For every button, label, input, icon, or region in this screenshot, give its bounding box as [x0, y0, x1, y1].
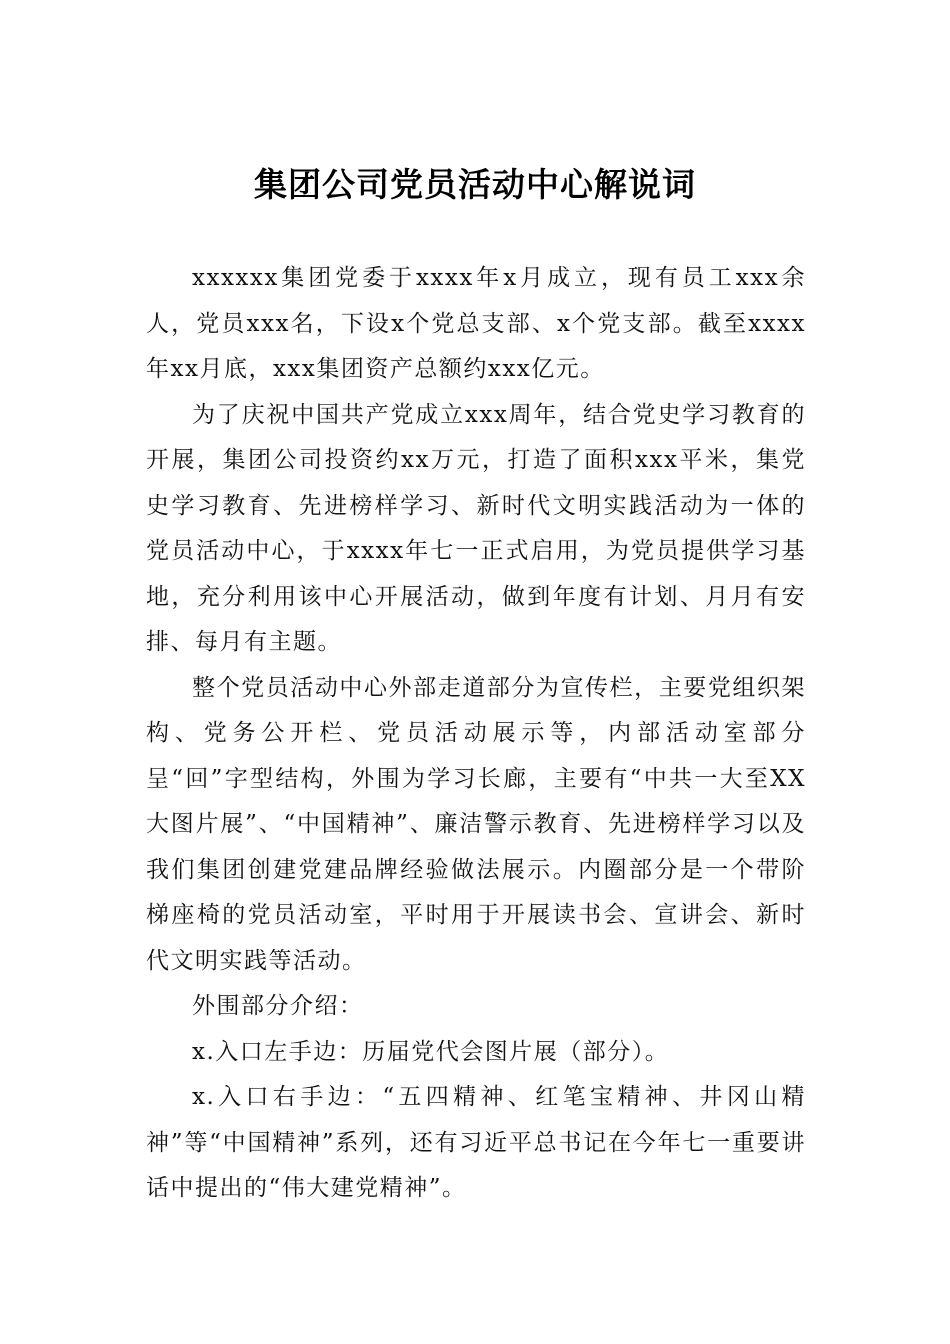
paragraph-overview: xxxxxx集团党委于xxxx年x月成立，现有员工xxx余人，党员xxx名，下设x个党总支部、x个党支部。截至xxxx年xx月底，xxx集团资产总额约xxx亿元。 — [146, 265, 806, 382]
paragraph-entrance-right: x.入口右手边：“五四精神、红笔宝精神、井冈山精神”等“中国精神”系列，还有习近平总书记在今年七一重要讲话中提出的“伟大建党精神”。 — [146, 1084, 806, 1201]
paragraph-entrance-left: x.入口左手边：历届党代会图片展（部分）。 — [192, 1038, 670, 1065]
paragraph-layout: 整个党员活动中心外部走道部分为宣传栏，主要党组织架构、党务公开栏、党员活动展示等，内部活动室部分呈“回”字型结构，外围为学习长廊，主要有“中共一大至XX大图片展”、“中国精神”、廉洁警示教育、先进榜样学习以及我们集团创建党建品牌经验做法展示。内圈部分是一个带阶梯座椅的党员活动室，平时用于开展读书会、宣讲会、新时代文明实践等活动。 — [146, 674, 806, 974]
paragraph-outer-intro: 外围部分介绍： — [192, 993, 364, 1019]
document-body — [146, 256, 806, 1212]
document-title: 集团公司党员活动中心解说词 — [254, 165, 696, 204]
paragraph-construction: 为了庆祝中国共产党成立xxx周年，结合党史学习教育的开展，集团公司投资约xx万元，打造了面积xxx平米，集党史学习教育、先进榜样学习、新时代文明实践活动为一体的党员活动中心，于xxxx年七一正式启用，为党员提供学习基地，充分利用该中心开展活动，做到年度有计划、月月有安排、每月有主题。 — [146, 401, 806, 655]
